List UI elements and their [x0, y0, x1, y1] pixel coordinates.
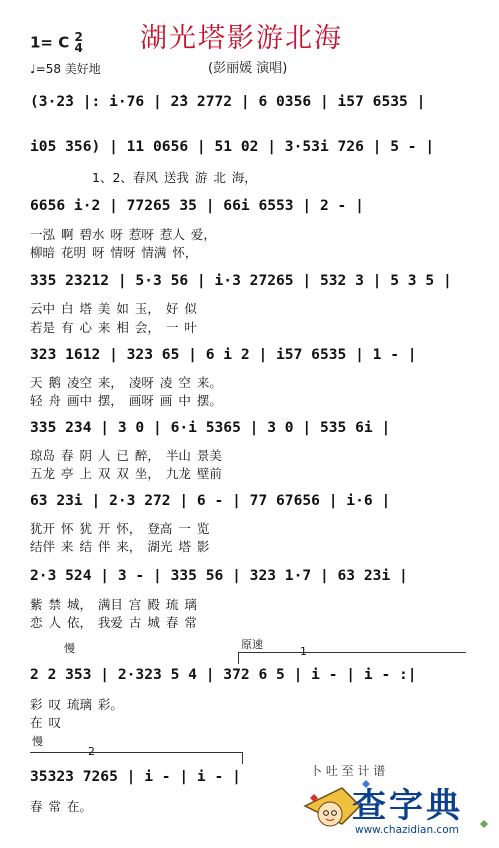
notation-row: i05 356) | 11 0656 | 51 02 | 3·53i 726 | 5 - |: [30, 138, 435, 155]
slow-mark-2: 慢: [32, 735, 43, 748]
notation-row: 63 23i | 2·3 272 | 6 - | 77 67656 | i·6 |: [30, 492, 391, 509]
lyric-line: 天 鹅 凌空 来， 凌呀 凌 空 来。: [30, 375, 222, 390]
time-signature: [74, 32, 82, 54]
lyric-line: 柳暗 花明 呀 情呀 情满 怀，: [30, 245, 198, 260]
lyric-line: 结伴 来 结 伴 来， 湖光 塔 影: [30, 539, 210, 554]
lyric-line: 在 叹: [30, 715, 61, 730]
student-face-icon: [318, 802, 342, 826]
lyric-line: 春 常 在。: [30, 799, 92, 814]
notation-row: 6656 i·2 | 77265 35 | 66i 6553 | 2 - |: [30, 197, 364, 214]
watermark-handwriting: 卜 吐 至 计 谱: [310, 764, 386, 778]
notation-row: 335 23212 | 5·3 56 | i·3 27265 | 532 3 | 5 3 5 |: [30, 272, 452, 289]
lyric-line: 五龙 亭 上 双 双 坐， 九龙 壁前: [30, 466, 222, 481]
watermark-text: 查字典: [352, 786, 463, 826]
lyric-line: 云中 白 塔 美 如 玉， 好 似: [30, 301, 197, 316]
volta-2-end: [242, 752, 243, 764]
tempo-primo-mark: 原速: [241, 638, 263, 651]
volta-1-bracket: [238, 652, 466, 653]
notation-row: 2 2 353 | 2·323 5 4 | 372 6 5 | i - | i - :|: [30, 666, 417, 683]
time-bottom: 4: [74, 41, 83, 55]
star-icon: [480, 820, 488, 828]
lyric-line: 轻 舟 画中 摆， 画呀 画 中 摆。: [30, 393, 222, 408]
notation-row: 2·3 524 | 3 - | 335 56 | 323 1·7 | 63 23i |: [30, 567, 408, 584]
key-signature: [30, 32, 83, 54]
time-top: 2: [74, 30, 83, 44]
slow-mark-1: 慢: [64, 642, 75, 655]
lyric-line: 彩 叹 琉璃 彩。: [30, 697, 123, 712]
notation-row: (3·2̇3 |: i·76 | 2̇3 2772 | 6 0356 | i57 6535 |: [30, 93, 426, 110]
notation-row: 323 1612 | 323 65 | 6 i 2 | i57 6535 | 1 - |: [30, 346, 417, 363]
lyric-line: 犹开 怀 犹 开 怀， 登高 一 览: [30, 521, 210, 536]
singer-credit: (彭丽媛 演唱): [208, 61, 288, 76]
key-label: 1= C: [30, 33, 70, 52]
volta-1-start: [238, 652, 239, 664]
lyric-line: 1、2、春风 送我 游 北 海，: [92, 170, 257, 185]
tempo-marking: ♩=58 美好地: [30, 62, 101, 76]
lyric-line: 恋 人 依， 我爱 古 城 春 常: [30, 615, 197, 630]
volta-2-number: 2: [88, 745, 95, 758]
volta-1-number: 1: [300, 645, 307, 658]
lyric-line: 若是 有 心 来 相 会， 一 叶: [30, 320, 197, 335]
notation-row: 335 234 | 3 0 | 6·i 5365 | 3 0 | 535 6i |: [30, 419, 391, 436]
volta-2-bracket: [30, 752, 242, 753]
lyric-line: 紫 禁 城， 满目 宫 殿 琉 璃: [30, 597, 197, 612]
lyric-line: 琼岛 春 阴 人 已 醉， 半山 景美: [30, 448, 222, 463]
lyric-line: 一泓 啊 碧水 呀 惹呀 惹人 爱，: [30, 227, 216, 242]
notation-row: 35323 7265 | i - | i - |: [30, 768, 241, 785]
song-title: 湖光塔影游北海: [140, 23, 343, 54]
watermark-url: www.chazidian.com: [355, 824, 459, 836]
